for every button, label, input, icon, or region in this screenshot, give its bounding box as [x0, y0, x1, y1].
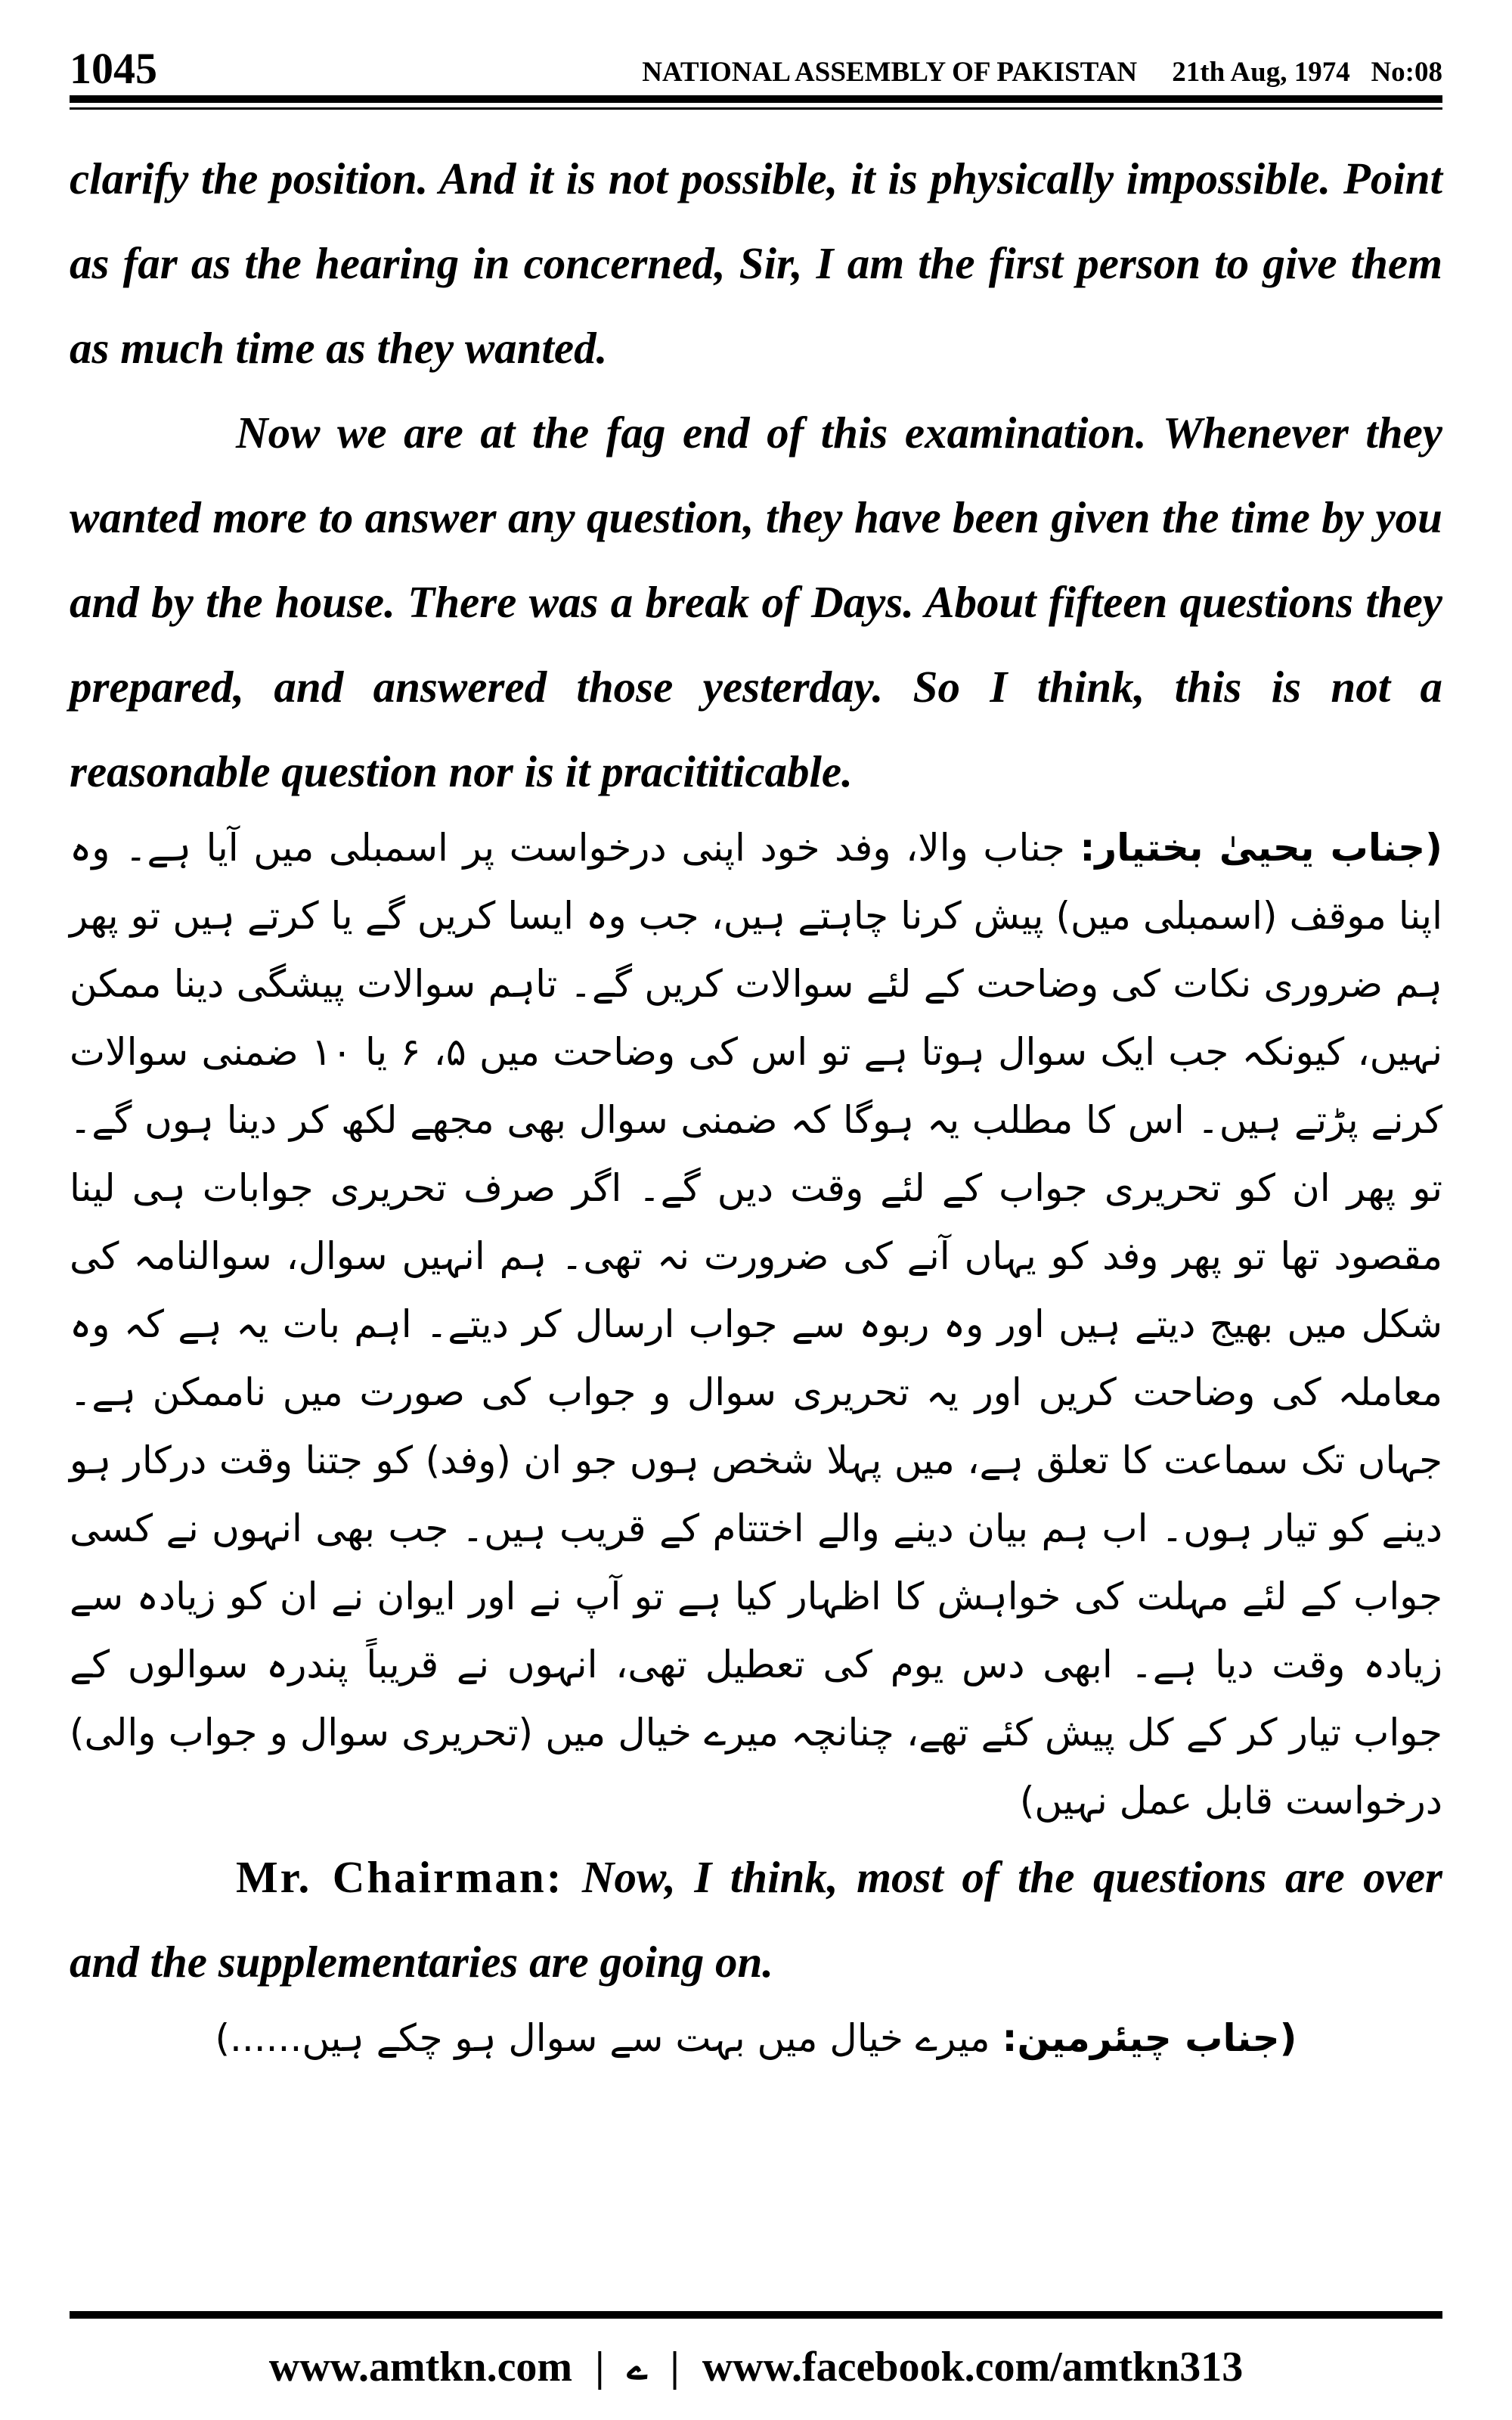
- header-rule-thick: [70, 95, 1442, 103]
- footer-page-mark: ے: [627, 2347, 648, 2387]
- chairman-speaker: Mr. Chairman:: [236, 1852, 564, 1902]
- urdu-text-1: جناب والا، وفد خود اپنی درخواست پر اسمبلی میں آیا ہے۔ وہ اپنا موقف (اسمبلی میں) پیش کرنا چاہتے ہیں، جب وہ ایسا کریں گے یا کرتے ہیں تو پھر ہم ضروری نکات کی وضاحت کے لئے سوالات کریں گے۔ تاہم سوالات پیشگی دینا ممکن نہیں، کیونکہ جب ایک سوال ہوتا ہے تو اس کی وضاحت میں ۵، ۶ یا ۱۰ ضمنی سوالات کرنے پڑتے ہیں۔ اس کا مطلب یہ ہوگا کہ ضمنی سوال بھی مجھے لکھ کر دینا ہوں گے۔ تو پھر ان کو تحریری جواب کے لئے وقت دیں گے۔ اگر صرف تحریری جوابات ہی لینا مقصود تھا تو پھر وفد کو یہاں آنے کی ضرورت نہ تھی۔ ہم انہیں سوال، سوالنامہ کی شکل میں بھیج دیتے ہیں اور وہ ربوہ سے جواب ارسال کر دیتے۔ اہم بات یہ ہے کہ وہ معاملہ کی وضاحت کریں اور یہ تحریری سوال و جواب کی صورت میں ناممکن ہے۔ جہاں تک سماعت کا تعلق ہے، میں پہلا شخص ہوں جو ان (وفد) کو جتنا وقت درکار ہو دینے کو تیار ہوں۔ اب ہم بیان دینے والے اختتام کے قریب ہیں۔ جب بھی انہوں نے کسی جواب کے لئے مہلت کی خواہش کا اظہار کیا ہے تو آپ نے اور ایوان نے ان کو زیادہ سے زیادہ وقت دیا ہے۔ ابھی دس یوم کی تعطیل تھی، انہوں نے قریباً پندرہ سوالوں کے جواب تیار کر کے کل پیش کئے تھے، چنانچہ میرے خیال میں (تحریری سوال و جواب والی) درخواست قابل عمل نہیں): [70, 826, 1442, 1823]
- assembly-title: NATIONAL ASSEMBLY OF PAKISTAN: [642, 57, 1138, 88]
- footer-separator-left: |: [595, 2344, 605, 2391]
- urdu-speaker-yahya-bakhtiar: (جناب یحییٰ بختیار:: [1080, 826, 1442, 870]
- website-link[interactable]: www.amtkn.com: [268, 2344, 573, 2391]
- urdu-paragraph-2: [70, 2004, 1442, 2072]
- footer-separator-right: |: [670, 2344, 680, 2391]
- footer-rule: [70, 2311, 1442, 2319]
- page-footer: [70, 2337, 1442, 2397]
- session-number: No:08: [1371, 57, 1442, 88]
- session-date: 21th Aug, 1974: [1172, 57, 1350, 88]
- page-header: [70, 30, 1442, 91]
- urdu-text-2: میرے خیال میں بہت سے سوال ہو چکے ہیں......): [215, 2016, 990, 2060]
- english-paragraph-2: Now we are at the fag end of this examination. Whenever they wanted more to answer any question, they have been given the time by you and by the house. There was a break of Days. About fifteen questions they prepared, and answered those yesterday. So I think, this is not a reasonable question nor is it pracititicable.: [70, 408, 1442, 796]
- page-body: [70, 136, 1442, 2072]
- urdu-speaker-chairman: (جناب چیئرمین:: [1002, 2016, 1297, 2060]
- header-title-line: [642, 58, 1442, 91]
- facebook-link[interactable]: www.facebook.com/amtkn313: [702, 2344, 1244, 2391]
- english-paragraph-1: clarify the position. And it is not possible, it is physically impossible. Point as far as the hearing in concerned, Sir, I am the first person to give them as much time as they wanted.: [70, 154, 1442, 373]
- urdu-paragraph-1: [70, 814, 1442, 1835]
- chairman-text: Now, I think, most of the questions are over and the supplementaries are going on.: [70, 1852, 1442, 1987]
- header-rule-thin: [70, 107, 1442, 110]
- chairman-paragraph: [70, 1835, 1442, 2004]
- page-number: 1045: [70, 44, 157, 93]
